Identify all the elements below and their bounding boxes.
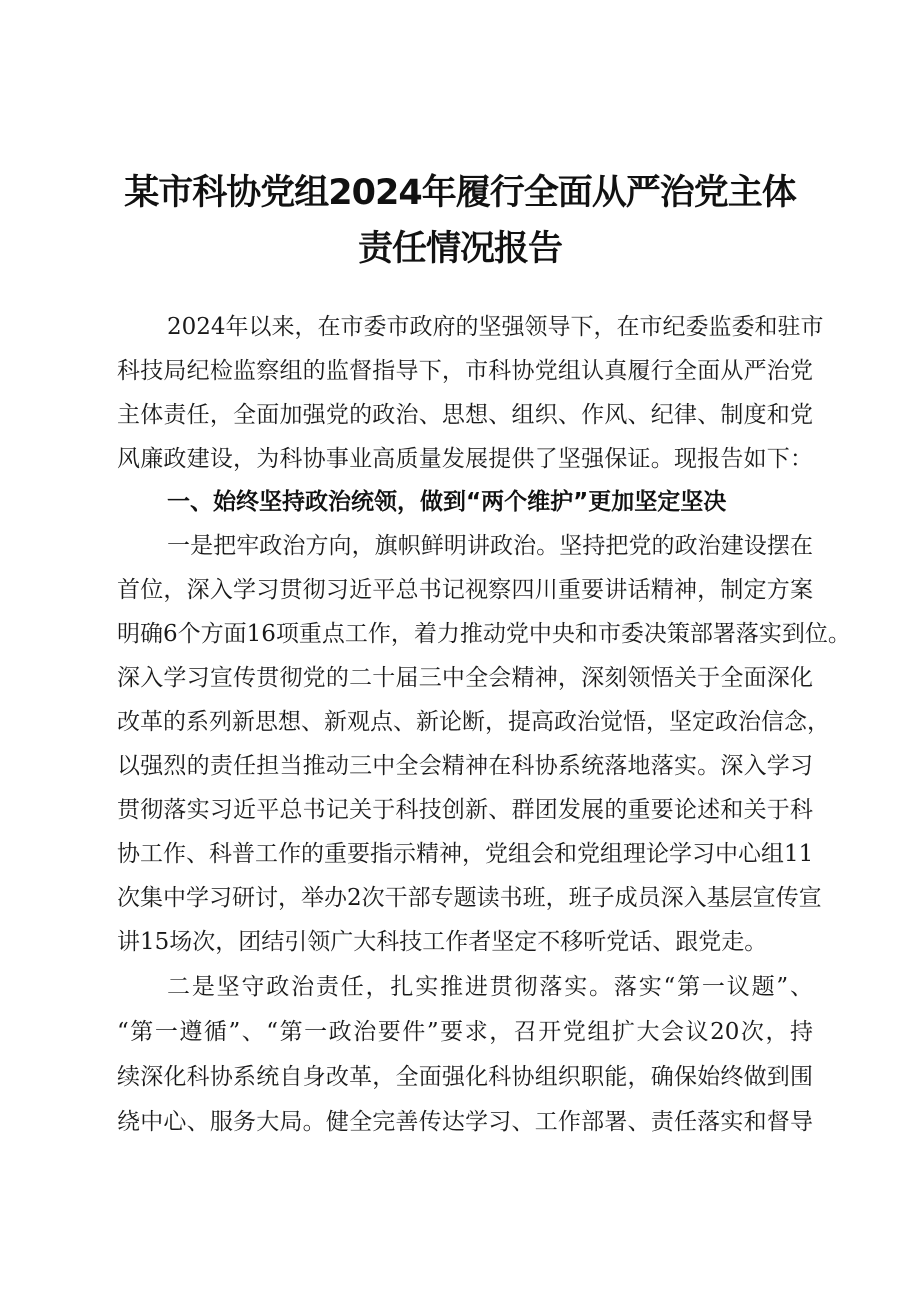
paragraph-2-line-10: 讲15场次，团结引领广大科技工作者坚定不移听党话、跟党走。 <box>117 929 768 955</box>
paragraph-3-line-1: 二是坚守政治责任，扎实推进贯彻落实。落实“第一议题”、 <box>167 974 813 1000</box>
section-heading-1: 一、始终坚持政治统领，做到“两个维护”更加坚定坚决 <box>167 489 727 515</box>
document-title-line-1: 某市科协党组2024年履行全面从严治党主体 <box>124 173 796 213</box>
paragraph-2-line-2: 首位，深入学习贯彻习近平总书记视察四川重要讲话精神，制定方案 <box>117 577 813 603</box>
paragraph-2-line-4: 深入学习宣传贯彻党的二十届三中全会精神，深刻领悟关于全面深化 <box>117 665 813 691</box>
paragraph-2-line-8: 协工作、科普工作的重要指示精神，党组会和党组理论学习中心组11 <box>117 841 814 867</box>
paragraph-1-line-1: 2024年以来，在市委市政府的坚强领导下，在市纪委监委和驻市 <box>167 314 824 340</box>
paragraph-1-line-4: 风廉政建设，为科协事业高质量发展提供了坚强保证。现报告如下： <box>117 446 813 472</box>
paragraph-2-line-1: 一是把牢政治方向，旗帜鲜明讲政治。坚持把党的政治建设摆在 <box>167 533 813 559</box>
paragraph-3-line-2: “第一遵循”、“第一政治要件”要求，召开党组扩大会议20次，持 <box>117 1019 813 1045</box>
paragraph-3-line-3: 续深化科协系统自身改革，全面强化科协组织职能，确保始终做到围 <box>117 1064 813 1090</box>
document-title-line-2: 责任情况报告 <box>357 229 562 269</box>
paragraph-2-line-7: 贯彻落实习近平总书记关于科技创新、群团发展的重要论述和关于科 <box>117 797 813 823</box>
paragraph-1-line-2: 科技局纪检监察组的监督指导下，市科协党组认真履行全面从严治党 <box>117 358 813 384</box>
paragraph-1-line-3: 主体责任，全面加强党的政治、思想、组织、作风、纪律、制度和党 <box>117 402 813 428</box>
paragraph-2-line-3: 明确6个方面16项重点工作，着力推动党中央和市委决策部署落实到位。 <box>117 621 851 647</box>
paragraph-2-line-5: 改革的系列新思想、新观点、新论断，提高政治觉悟，坚定政治信念， <box>117 709 830 735</box>
paragraph-3-line-4: 绕中心、服务大局。健全完善传达学习、工作部署、责任落实和督导 <box>117 1109 813 1135</box>
paragraph-2-line-6: 以强烈的责任担当推动三中全会精神在科协系统落地落实。深入学习 <box>117 753 813 779</box>
paragraph-2-line-9: 次集中学习研讨，举办2次干部专题读书班，班子成员深入基层宣传宣 <box>117 885 822 911</box>
